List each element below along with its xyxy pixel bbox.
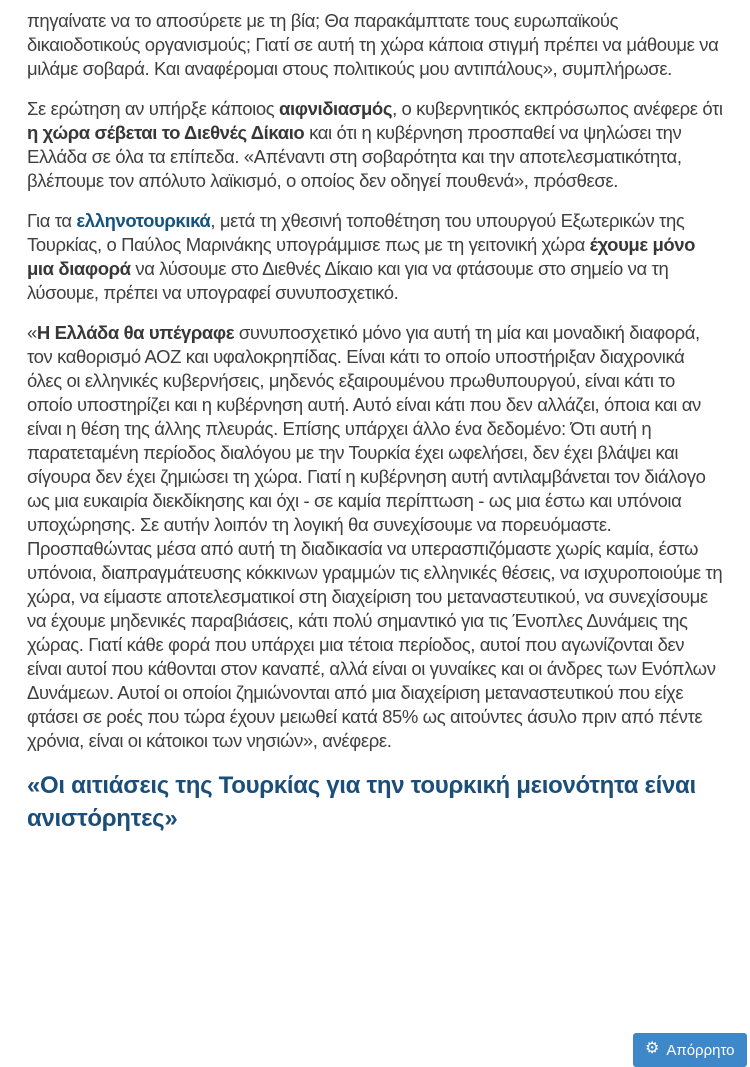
article-paragraph bbox=[27, 97, 723, 193]
text-run: « bbox=[27, 322, 37, 343]
text-run: και ότι η κυβέρνηση προσπαθεί να ψηλώσει την Ελλάδα σε όλα τα επίπεδα. «Απέναντι στη σοβαρότητα και την αποτελεσματικότητα, βλέπουμε τον απόλυτο λαϊκισμό, ο οποίος δεν οδηγεί πουθενά», πρόσθεσε. bbox=[27, 122, 682, 191]
text-run: , μετά τη χθεσινή τοποθέτηση του υπουργού Εξωτερικών της Τουρκίας, ο Παύλος Μαρινάκης υπογράμμισε πως με τη γειτονική χώρα bbox=[27, 210, 685, 255]
text-run: Σε ερώτηση αν υπήρξε κάποιος bbox=[27, 98, 280, 119]
text-run: συνυποσχετικό μόνο για αυτή τη μία και μοναδική διαφορά, τον καθορισμό ΑΟΖ και υφαλοκρηπίδας. Είναι κάτι το οποίο υποστήριξαν διαχρονικά όλες οι ελληνικές κυβερνήσεις, μηδενός εξαιρουμένου πρωθυπουργού, είναι κάτι το οποίο υποστηρίζει και η κυβέρνηση αυτή. Αυτό είναι κάτι που δεν αλλάζει, όποια και αν είναι η θέση της άλλης πλευράς. Επίσης υπάρχει άλλο ένα δεδομένο: Ότι αυτή η παρατεταμένη περίοδος διαλόγου με την Τουρκία έχει ωφελήσει, δεν έχει βλάψει και σίγουρα δεν έχει ζημιώσει τη χώρα. Γιατί η κυβέρνηση αυτή αντιλαμβάνεται τον διάλογο ως μια ευκαιρία διεκδίκησης και όχι - σε καμία περίπτωση - ως μια έστω και υπόνοια υποχώρησης. Σε αυτήν λοιπόν τη λογική θα συνεχίσουμε να πορευόμαστε. Προσπαθώντας μέσα από αυτή τη διαδικασία να υπερασπιζόμαστε χωρίς καμία, έστω υπόνοια, διαπραγμάτευσης κόκκινων γραμμών τις ελληνικές θέσεις, να ισχυροποιούμε τη χώρα, να είμαστε αποτελεσματικοί στη διαχείριση του μεταναστευτικού, να συνεχίσουμε να έχουμε μηδενικές παραβιάσεις, κάτι πολύ σημαντικό για τις Ένοπλες Δυνάμεις της χώρας. Γιατί κάθε φορά που υπάρχει μια τέτοια περίοδος, αυτοί που αγωνίζονται δεν είναι αυτοί που κάθονται στον καναπέ, αλλά είναι οι γυναίκες και οι άνδρες των Ενόπλων Δυνάμεων. Αυτοί οι οποίοι ζημιώνονται από μια διαχείριση μεταναστευτικού που είχε φτάσει σε ροές που τώρα έχουν μειωθεί κατά 85% ως αιτούντες άσυλο πριν από πέντε χρόνια, είναι οι κάτοικοι των νησιών», ανέφερε. bbox=[27, 322, 723, 751]
article-subheading: «Οι αιτιάσεις της Τουρκίας για την τουρκική μειονότητα είναι ανιστόρητες» bbox=[27, 772, 696, 832]
text-run: , ο κυβερνητικός εκπρόσωπος ανέφερε ότι bbox=[392, 98, 723, 119]
article-paragraph bbox=[27, 209, 723, 305]
inline-link[interactable]: ελληνοτουρκικά bbox=[76, 210, 211, 231]
privacy-button-label: Απόρρητο bbox=[666, 1041, 735, 1059]
gear-icon: ⚙ bbox=[645, 1040, 660, 1057]
article-body bbox=[27, 9, 723, 753]
text-run: να λύσουμε στο Διεθνές Δίκαιο και για να φτάσουμε στο σημείο να τη λύσουμε, πρέπει να υπογραφεί συνυποσχετικό. bbox=[27, 258, 669, 303]
text-run: πηγαίνατε να το αποσύρετε με τη βία; Θα παρακάμπτατε τους ευρωπαϊκούς δικαιοδοτικούς οργανισμούς; Γιατί σε αυτή τη χώρα κάποια στιγμή πρέπει να μάθουμε να μιλάμε σοβαρά. Και αναφέρομαι στους πολιτικούς μου αντιπάλους», συμπλήρωσε. bbox=[27, 10, 719, 79]
article-paragraph bbox=[27, 321, 723, 753]
bold-text: έχουμε μόνο μια διαφορά bbox=[27, 234, 696, 279]
bold-text: η χώρα σέβεται το Διεθνές Δίκαιο bbox=[27, 122, 305, 143]
bold-text: Η Ελλάδα θα υπέγραφε bbox=[36, 322, 235, 343]
bold-text: αιφνιδιασμός bbox=[279, 98, 393, 119]
privacy-button[interactable] bbox=[633, 1033, 747, 1067]
text-run: Για τα bbox=[27, 210, 77, 231]
article-paragraph bbox=[27, 9, 723, 81]
